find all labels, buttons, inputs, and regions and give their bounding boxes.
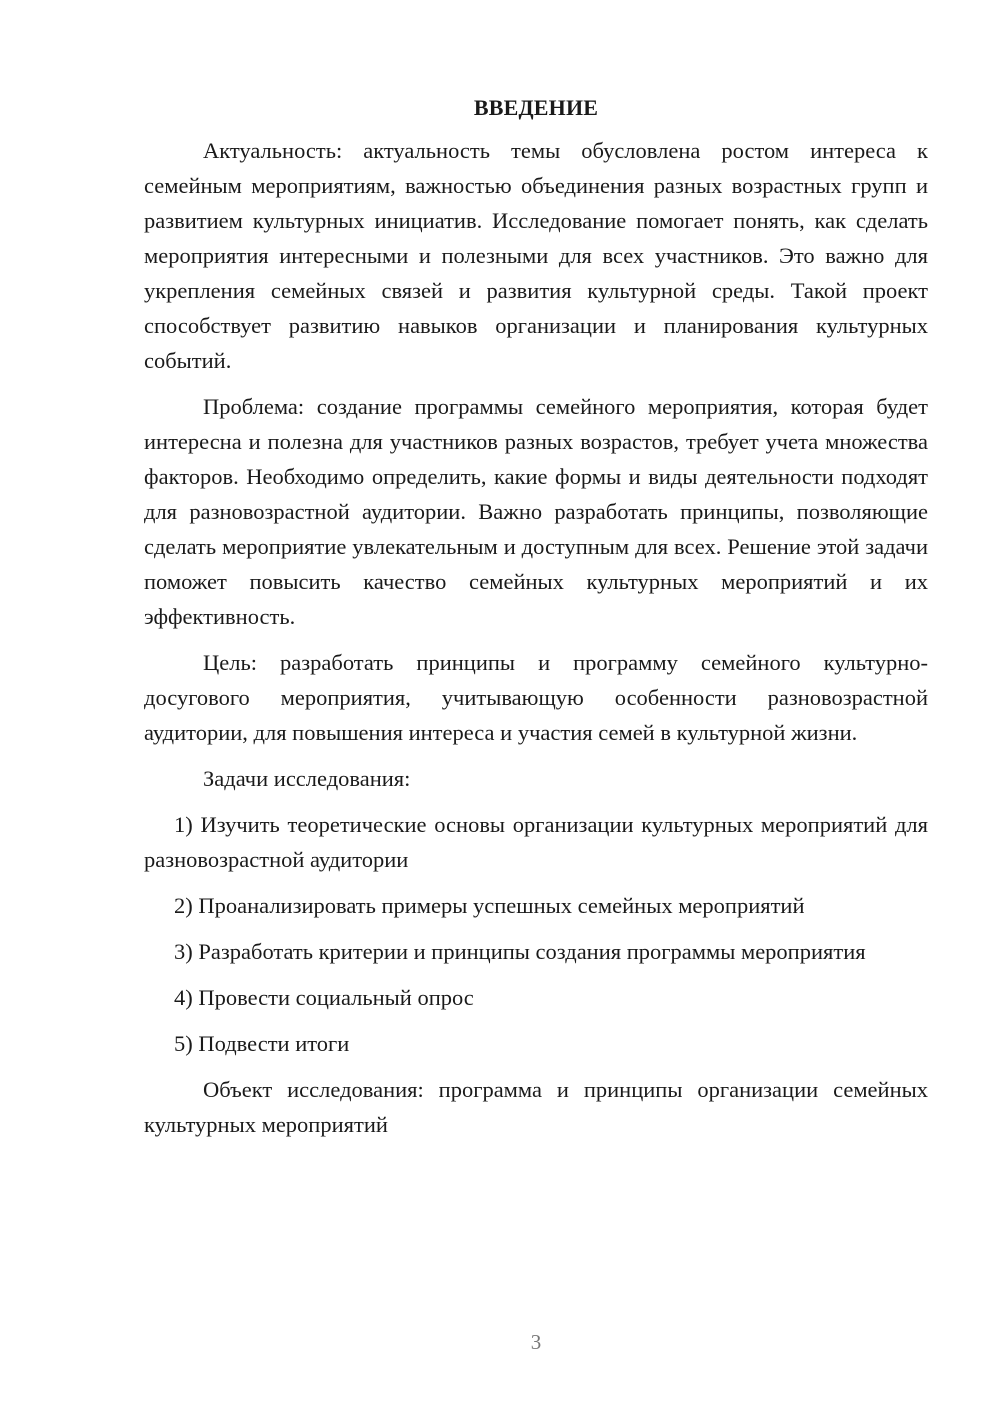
paragraph-tasks-heading: Задачи исследования: (203, 766, 411, 791)
task-item-2: 2) Проанализировать примеры успешных семейных мероприятий (174, 893, 805, 918)
page-title: ВВЕДЕНИЕ (473, 95, 599, 120)
task-item-1: 1) Изучить теоретические основы организации культурных мероприятий для разновозрастной аудитории (144, 812, 928, 872)
paragraph-relevance: Актуальность: актуальность темы обусловлена ростом интереса к семейным мероприятиям, важностью объединения разных возрастных групп и развитием культурных инициатив. Исследование помогает понять, как сделать мероприятия интересными и полезными для всех участников. Это важно для укрепления семейных связей и развития культурной среды. Такой проект способствует развитию навыков организации и планирования культурных событий. (144, 138, 928, 373)
task-item-4: 4) Провести социальный опрос (174, 985, 474, 1010)
paragraph-problem: Проблема: создание программы семейного мероприятия, которая будет интересна и полезна для участников разных возрастов, требует учета множества факторов. Необходимо определить, какие формы и виды деятельности подходят для разновозрастной аудитории. Важно разработать принципы, позволяющие сделать мероприятие увлекательным и доступным для всех. Решение этой задачи поможет повысить качество семейных культурных мероприятий и их эффективность. (144, 394, 928, 629)
task-item-3: 3) Разработать критерии и принципы создания программы мероприятия (174, 939, 866, 964)
task-item-5: 5) Подвести итоги (174, 1031, 350, 1056)
paragraph-object: Объект исследования: программа и принципы организации семейных культурных мероприятий (144, 1077, 928, 1137)
document-page (144, 90, 928, 1153)
page-number: 3 (530, 1330, 542, 1354)
paragraph-goal: Цель: разработать принципы и программу семейного культурно-досугового мероприятия, учитывающую особенности разновозрастной аудитории, для повышения интереса и участия семей в культурной жизни. (144, 650, 928, 745)
